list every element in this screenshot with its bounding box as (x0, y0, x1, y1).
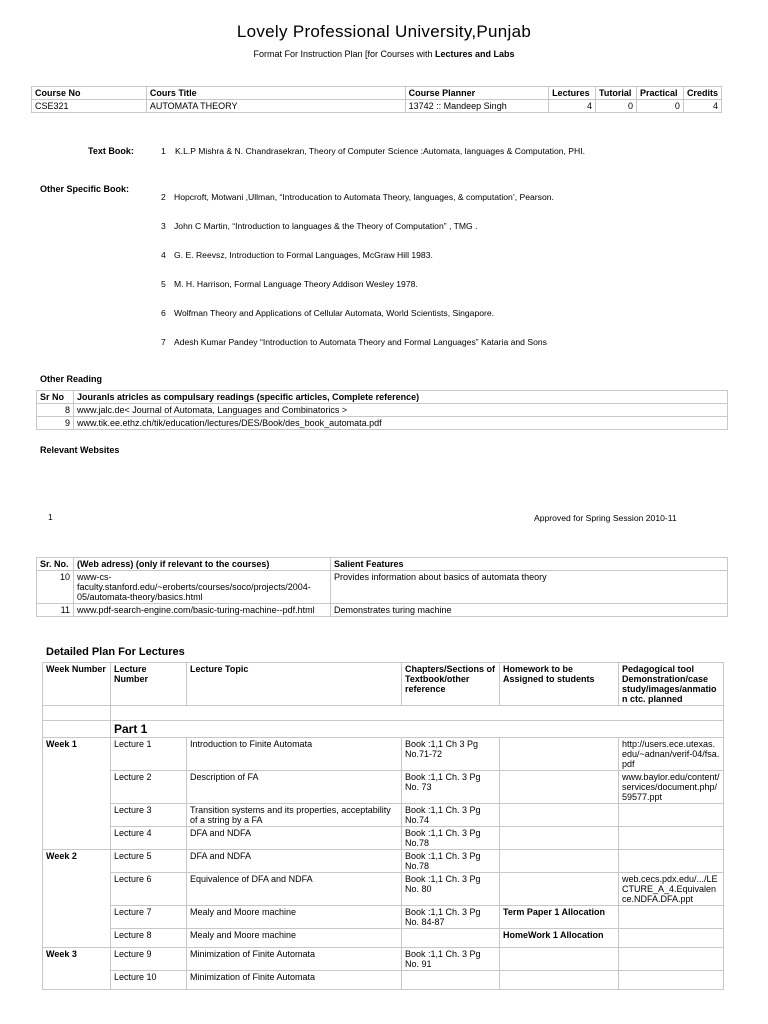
lecture-topic: Transition systems and its properties, acceptability of a string by a FA (187, 804, 402, 827)
lecture-number: Lecture 1 (111, 738, 187, 771)
web-address: www.pdf-search-engine.com/basic-turing-machine--pdf.html (74, 604, 331, 617)
text-book-text: K.L.P Mishra & N. Chandrasekran, Theory of Computer Science :Automata, languages & Computation, PHI. (175, 146, 586, 156)
col-chapters: Chapters/Sections of Textbook/other reference (402, 663, 500, 706)
book-text: Adesh Kumar Pandey “Introduction to Automata Theory and Formal Languages” Kataria and Sons (174, 337, 547, 347)
book-text: John C Martin, “Introduction to languages & the Theory of Computation” , TMG . (174, 221, 478, 231)
col-lectures: Lectures (549, 87, 596, 100)
course-table-row (32, 100, 722, 113)
col-course-title: Cours Title (146, 87, 405, 100)
col-topic: Lecture Topic (187, 663, 402, 706)
other-books-label: Other Specific Book: (40, 184, 130, 194)
spacer-row (43, 706, 724, 721)
homework (500, 873, 619, 906)
col-homework: Homework to be Assigned to students (500, 663, 619, 706)
credits-count: 4 (683, 100, 721, 113)
lecture-topic: Description of FA (187, 771, 402, 804)
table-row (43, 873, 724, 906)
homework (500, 804, 619, 827)
col-tutorial: Tutorial (596, 87, 637, 100)
university-title: Lovely Professional University,Punjab (236, 22, 532, 41)
lecture-number: Lecture 3 (111, 804, 187, 827)
other-reading-table (36, 390, 728, 430)
table-row (37, 417, 728, 430)
course-planner: 13742 :: Mandeep Singh (405, 100, 548, 113)
lecture-number: Lecture 10 (111, 971, 187, 990)
lecture-number: Lecture 5 (111, 850, 187, 873)
practical-count: 0 (636, 100, 683, 113)
table-row (43, 948, 724, 971)
lecture-number: Lecture 8 (111, 929, 187, 948)
tutorial-count: 0 (596, 100, 637, 113)
col-course-no: Course No (32, 87, 147, 100)
journal-ref: www.jalc.de< Journal of Automata, Languages and Combinatorics > (74, 404, 728, 417)
course-table (31, 86, 722, 113)
book-num: 2 (161, 192, 166, 202)
table-row (43, 827, 724, 850)
sr-no: 9 (37, 417, 74, 430)
homework (500, 738, 619, 771)
col-sr-no: Sr. No. (37, 558, 74, 571)
lecture-topic: Mealy and Moore machine (187, 906, 402, 929)
book-num: 3 (161, 221, 166, 231)
lecture-topic: Minimization of Finite Automata (187, 948, 402, 971)
approval-note: Approved for Spring Session 2010-11 (534, 513, 677, 523)
table-row (43, 850, 724, 873)
sr-no: 8 (37, 404, 74, 417)
col-practical: Practical (636, 87, 683, 100)
lecture-number: Lecture 9 (111, 948, 187, 971)
chapter-ref (402, 929, 500, 948)
chapter-ref: Book :1,1 Ch 3 Pg No.71-72 (402, 738, 500, 771)
col-salient-features: Salient Features (331, 558, 728, 571)
websites-header (37, 558, 728, 571)
book-text: Wolfman Theory and Applications of Cellular Automata, World Scientists, Singapore. (174, 308, 495, 318)
col-pedagogical-tool: Pedagogical tool Demonstration/case study/images/anmatio n ctc. planned (619, 663, 724, 706)
relevant-websites-label: Relevant Websites (40, 445, 120, 455)
book-text: M. H. Harrison, Formal Language Theory Addison Wesley 1978. (174, 279, 418, 289)
text-book-label: Text Book: (88, 146, 134, 156)
other-reading-header (37, 391, 728, 404)
book-text: Hopcroft, Motwani ,Ullman, “Introducation to Automata Theory, languages, & computation’, Pearson. (174, 192, 554, 202)
table-row (43, 906, 724, 929)
pedagogical-tool (619, 850, 724, 873)
col-course-planner: Course Planner (405, 87, 548, 100)
course-no: CSE321 (32, 100, 147, 113)
pedagogical-tool (619, 906, 724, 929)
col-credits: Credits (683, 87, 721, 100)
col-week: Week Number (43, 663, 111, 706)
lecture-number: Lecture 7 (111, 906, 187, 929)
lecture-number: Lecture 6 (111, 873, 187, 906)
table-row (43, 771, 724, 804)
homework: Term Paper 1 Allocation (500, 906, 619, 929)
homework (500, 971, 619, 990)
part-row (43, 721, 724, 738)
table-row (43, 804, 724, 827)
chapter-ref: Book :1,1 Ch. 3 Pg No. 91 (402, 948, 500, 971)
sr-no: 10 (37, 571, 74, 604)
pedagogical-tool (619, 971, 724, 990)
lecture-topic: Introduction to Finite Automata (187, 738, 402, 771)
lecture-topic: Minimization of Finite Automata (187, 971, 402, 990)
pedagogical-tool: www.baylor.edu/content/services/document.php/59577.ppt (619, 771, 724, 804)
lecture-topic: Mealy and Moore machine (187, 929, 402, 948)
homework (500, 771, 619, 804)
homework (500, 948, 619, 971)
chapter-ref (402, 971, 500, 990)
homework (500, 850, 619, 873)
salient-feature: Demonstrates turing machine (331, 604, 728, 617)
pedagogical-tool: web.cecs.pdx.edu/.../LECTURE_A_4.Equivalence.NDFA.DFA.ppt (619, 873, 724, 906)
lecture-plan-table (42, 662, 724, 990)
format-subtitle (0, 49, 768, 59)
lectures-count: 4 (549, 100, 596, 113)
lecture-topic: DFA and NDFA (187, 850, 402, 873)
table-row (43, 929, 724, 948)
journal-ref: www.tik.ee.ethz.ch/tik/education/lectures/DES/Book/des_book_automata.pdf (74, 417, 728, 430)
pedagogical-tool (619, 827, 724, 850)
book-num: 5 (161, 279, 166, 289)
table-row (37, 604, 728, 617)
chapter-ref: Book :1,1 Ch. 3 Pg No.78 (402, 827, 500, 850)
pedagogical-tool: http://users.ece.utexas.edu/~adnan/verif-04/fsa.pdf (619, 738, 724, 771)
chapter-ref: Book :1,1 Ch. 3 Pg No.74 (402, 804, 500, 827)
col-sr-no: Sr No (37, 391, 74, 404)
websites-table (36, 557, 728, 617)
week-number: Week 1 (43, 738, 111, 850)
chapter-ref: Book :1,1 Ch. 3 Pg No. 84-87 (402, 906, 500, 929)
lecture-topic: Equivalence of DFA and NDFA (187, 873, 402, 906)
web-address: www-cs-faculty.stanford.edu/~eroberts/courses/soco/projects/2004-05/automata-theory/basics.html (74, 571, 331, 604)
chapter-ref: Book :1,1 Ch. 3 Pg No. 80 (402, 873, 500, 906)
other-reading-label: Other Reading (40, 374, 103, 384)
lecture-number: Lecture 4 (111, 827, 187, 850)
table-row (43, 971, 724, 990)
course-title: AUTOMATA THEORY (146, 100, 405, 113)
book-text: G. E. Reevsz, Introduction to Formal Languages, McGraw Hill 1983. (174, 250, 433, 260)
text-book-num: 1 (161, 146, 166, 156)
page-number: 1 (48, 512, 53, 522)
col-journal: Jouranls atricles as compulsary readings (specific articles, Complete reference) (74, 391, 728, 404)
plan-title: Detailed Plan For Lectures (46, 646, 185, 658)
book-num: 4 (161, 250, 166, 260)
chapter-ref: Book :1,1 Ch. 3 Pg No. 73 (402, 771, 500, 804)
chapter-ref: Book :1,1 Ch. 3 Pg No.78 (402, 850, 500, 873)
plan-header (43, 663, 724, 706)
table-row (37, 404, 728, 417)
part-heading: Part 1 (111, 721, 724, 738)
pedagogical-tool (619, 929, 724, 948)
table-row (43, 738, 724, 771)
book-num: 6 (161, 308, 166, 318)
col-lecture: Lecture Number (111, 663, 187, 706)
salient-feature: Provides information about basics of automata theory (331, 571, 728, 604)
book-num: 7 (161, 337, 166, 347)
pedagogical-tool (619, 948, 724, 971)
week-number: Week 2 (43, 850, 111, 948)
col-web-address: (Web adress) (only if relevant to the courses) (74, 558, 331, 571)
course-table-header (32, 87, 722, 100)
homework: HomeWork 1 Allocation (500, 929, 619, 948)
pedagogical-tool (619, 804, 724, 827)
homework (500, 827, 619, 850)
format-prefix: Format For Instruction Plan [for Courses with (253, 49, 436, 59)
sr-no: 11 (37, 604, 74, 617)
lecture-number: Lecture 2 (111, 771, 187, 804)
format-bold: Lectures and Labs (435, 49, 515, 59)
lecture-topic: DFA and NDFA (187, 827, 402, 850)
table-row (37, 571, 728, 604)
week-number: Week 3 (43, 948, 111, 990)
